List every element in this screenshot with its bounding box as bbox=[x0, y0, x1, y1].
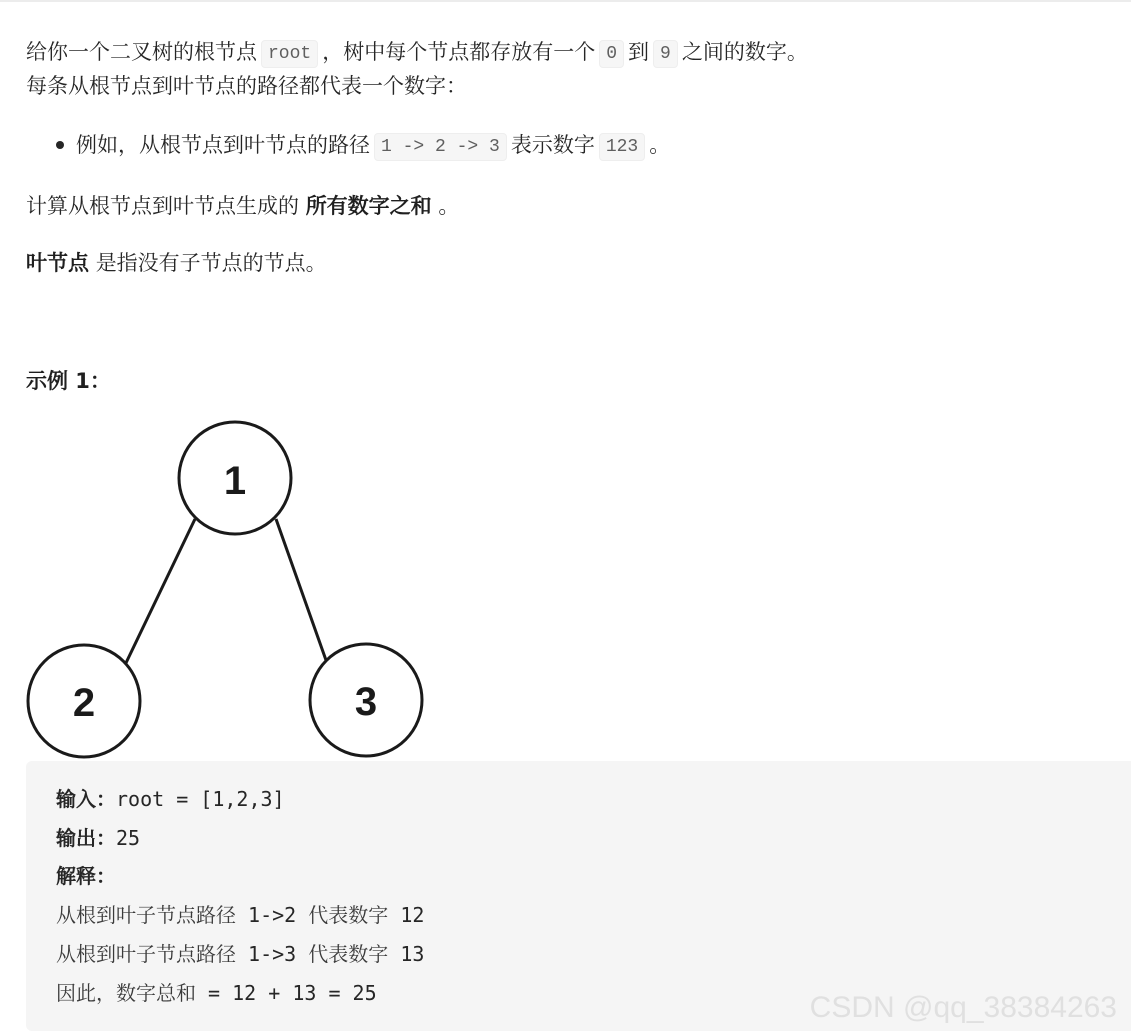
example-output bbox=[56, 825, 140, 851]
input-value: root = [1,2,3] bbox=[116, 787, 285, 811]
example-input bbox=[56, 786, 285, 812]
tree-node-root bbox=[179, 422, 291, 534]
output-label: 输出： bbox=[56, 826, 116, 850]
tree-node-left bbox=[28, 645, 140, 757]
explain-value: 12 bbox=[400, 903, 425, 927]
intro-text: 之间的数字。 bbox=[681, 40, 808, 64]
intro-text: ，树中每个节点都存放有一个 bbox=[322, 40, 596, 64]
leaf-text: 是指没有子节点的节点。 bbox=[95, 251, 327, 275]
inline-code-path: 1 -> 2 -> 3 bbox=[374, 133, 507, 161]
bullet-text: 表示数字 bbox=[510, 133, 595, 157]
task-bold: 所有数字之和 bbox=[305, 194, 432, 218]
csdn-watermark: CSDN @qq_38384263 bbox=[809, 991, 1117, 1024]
bullet-dot bbox=[56, 141, 64, 149]
explain-text: 代表数字 bbox=[308, 903, 389, 927]
tree-node-right bbox=[310, 644, 422, 756]
example-explain-label bbox=[56, 863, 116, 889]
explain-line-2 bbox=[56, 941, 424, 967]
node-label-root: 1 bbox=[223, 459, 247, 503]
intro-paragraph bbox=[26, 37, 808, 68]
input-label: 输入： bbox=[56, 787, 116, 811]
edge-root-right bbox=[276, 519, 327, 663]
explain-label: 解释： bbox=[56, 864, 116, 888]
explain-line-1 bbox=[56, 902, 424, 928]
node-label-right: 3 bbox=[354, 680, 378, 724]
inline-code-root: root bbox=[261, 40, 318, 68]
bullet-text: 例如，从根节点到叶节点的路径 bbox=[76, 133, 370, 157]
inline-code-number: 123 bbox=[599, 133, 645, 161]
explain-text: 代表数字 bbox=[308, 942, 389, 966]
bullet-text: 。 bbox=[649, 133, 671, 157]
inline-code-nine: 9 bbox=[653, 40, 678, 68]
example-bullet-list bbox=[76, 130, 670, 161]
explain-path: 1->3 bbox=[248, 942, 297, 966]
explain-text: 因此，数字总和 bbox=[56, 981, 196, 1005]
path-description: 每条从根节点到叶节点的路径都代表一个数字： bbox=[26, 74, 467, 98]
top-divider bbox=[0, 0, 1131, 2]
explain-line-3 bbox=[56, 980, 377, 1006]
example-title: 示例 1： bbox=[26, 369, 111, 393]
leaf-bold: 叶节点 bbox=[26, 251, 89, 275]
intro-text: 给你一个二叉树的根节点 bbox=[26, 40, 257, 64]
intro-text: 到 bbox=[628, 40, 650, 64]
task-text: 计算从根节点到叶节点生成的 bbox=[26, 194, 299, 218]
explain-text: 从根到叶子节点路径 bbox=[56, 942, 236, 966]
leaf-definition bbox=[26, 248, 327, 278]
inline-code-zero: 0 bbox=[599, 40, 624, 68]
explain-sum: = 12 + 13 = 25 bbox=[208, 981, 377, 1005]
explain-path: 1->2 bbox=[248, 903, 297, 927]
explain-text: 从根到叶子节点路径 bbox=[56, 903, 236, 927]
edge-root-left bbox=[125, 519, 195, 665]
task-text: 。 bbox=[438, 194, 460, 218]
output-value: 25 bbox=[116, 826, 141, 850]
binary-tree-diagram bbox=[0, 410, 440, 760]
node-label-left: 2 bbox=[72, 681, 96, 725]
explain-value: 13 bbox=[400, 942, 425, 966]
task-paragraph bbox=[26, 191, 459, 221]
